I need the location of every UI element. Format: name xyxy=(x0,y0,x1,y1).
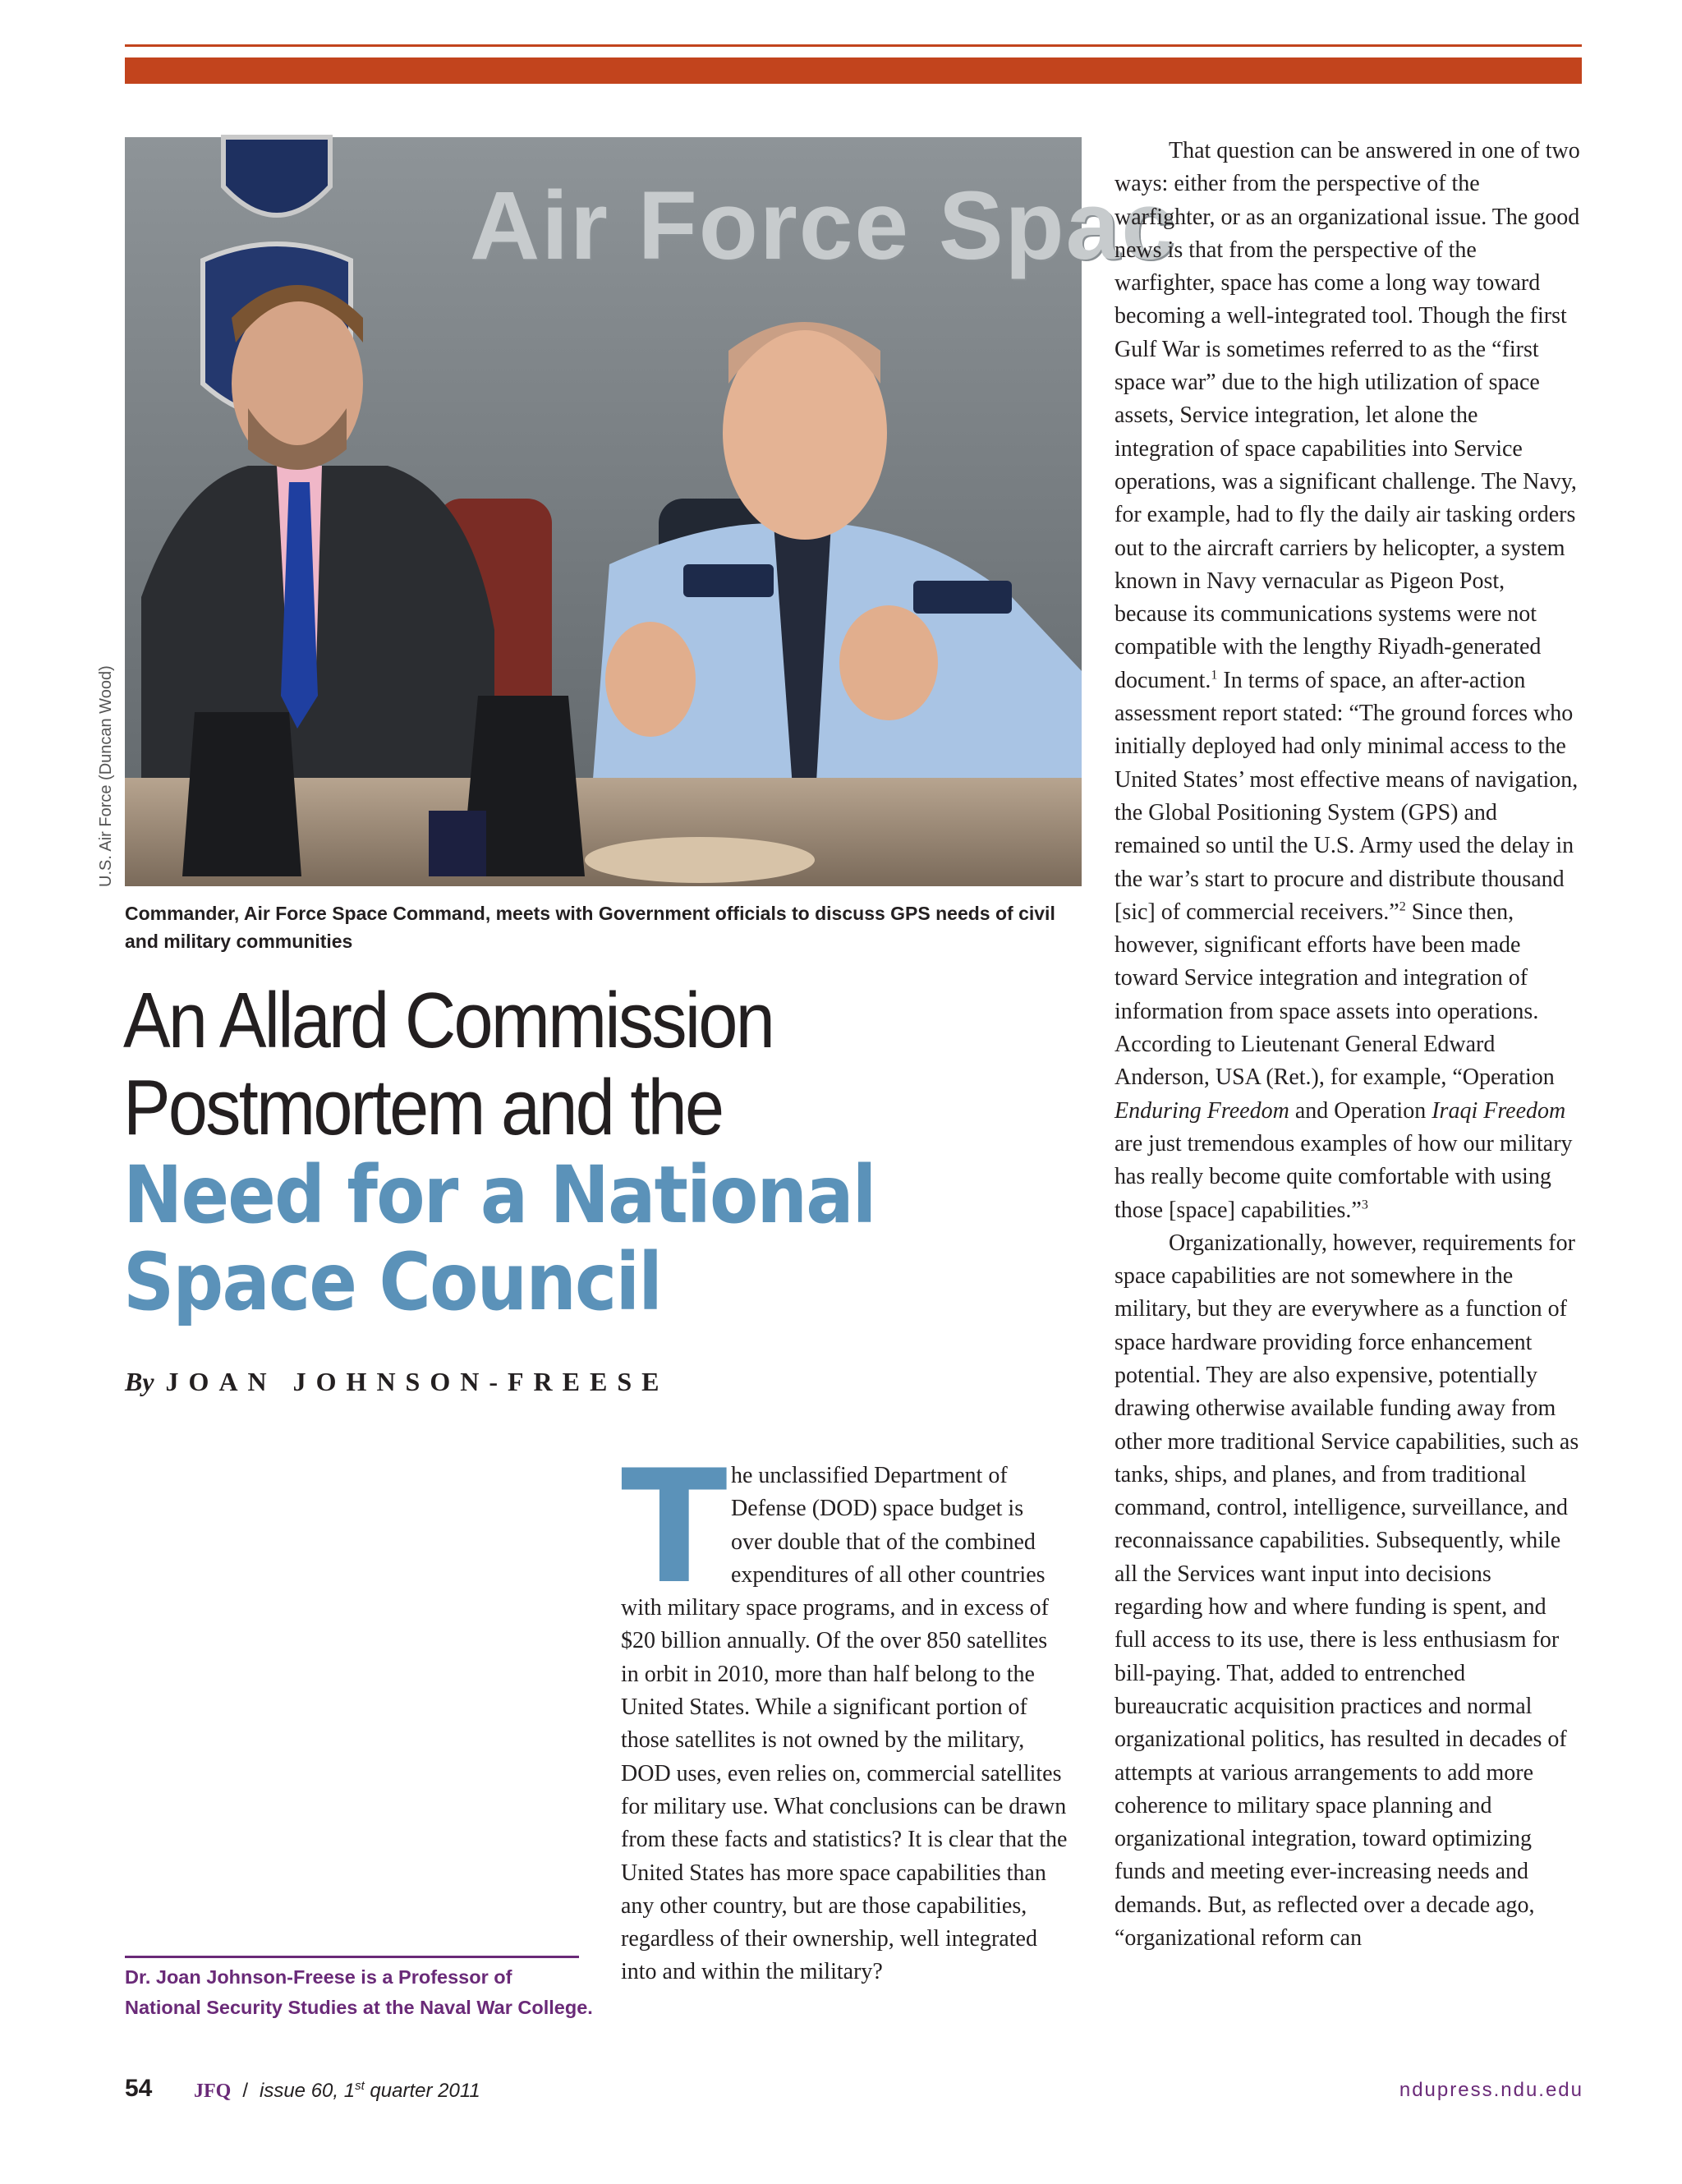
footnote-2: 2 xyxy=(1399,899,1406,914)
footer-separator: / xyxy=(242,2080,248,2102)
author-bio: Dr. Joan Johnson-Freese is a Professor of National Security Studies at the Naval War College. xyxy=(125,1966,593,2018)
shield-emblem-icon xyxy=(223,137,330,215)
photo-caption: Commander, Air Force Space Command, meets with Government officials to discuss GPS needs of civil and military communities xyxy=(125,903,1055,952)
paragraph-perspective: That question can be answered in one of two ways: either from the perspective of the warfighter, or as an organizational issue. The good news is that from the perspective of the warfighter, space has come a long way toward becoming a well-integrated tool. Though the first Gulf War is sometimes referred to as the “first space war” due to the high utilization of space assets, Service integration, let alone the integration of space capabilities into Service operations, was a significant challenge. The Navy, for example, had to fly the daily air tasking orders out to the aircraft carriers by helicopter, a system known in Navy vernacular as Pigeon Post, because its communications systems were not compatible with the lengthy Riyadh-generated document.$^1$ In terms of space, an after-action assessment report stated: “The ground forces who initially deployed had only minimal access to the United States’ most effective means of navigation, the Global Positioning System (GPS) and remained so until the U.S. Army used the delay in the war’s start to procure and distribute thousand [sic] of commercial receivers.”$^2$ Since then, however, significant efforts have been made toward Service integration and integration of information from space assets into operations. According to Lieutenant General Edward Anderson, USA (Ret.), for example, “Operation Enduring Freedom and Operation Iraqi Freedom are just tremendous examples of how our military has really become quite comfortable with using those [space] capabilities.”$^3$ xyxy=(1114,138,1580,1223)
body-column-right xyxy=(1114,135,1583,1955)
body-column-middle xyxy=(621,1437,1068,1989)
footer-issue xyxy=(194,2079,480,2103)
author-bio-rule xyxy=(125,1956,579,1958)
footer-url[interactable]: ndupress.ndu.edu xyxy=(1399,2079,1583,2101)
top-rule-thin xyxy=(125,44,1582,47)
byline xyxy=(125,1367,669,1397)
byline-by: By xyxy=(125,1367,154,1396)
photo-credit: U.S. Air Force (Duncan Wood) xyxy=(97,665,115,887)
drop-cap: T xyxy=(621,1437,728,1618)
journal-name: JFQ xyxy=(194,2081,232,2102)
title-line-2: Postmortem and the xyxy=(123,1064,723,1152)
footnote-3: 3 xyxy=(1361,1198,1368,1212)
article-photo xyxy=(125,137,1177,886)
title-line-3: Need for a National xyxy=(123,1149,875,1241)
byline-author: JOAN JOHNSON-FREESE xyxy=(165,1367,669,1396)
issue-info: issue 60, 1st quarter 2011 xyxy=(260,2079,480,2102)
page-number: 54 xyxy=(125,2075,153,2102)
paragraph-organizational: Organizationally, however, requirements for space capabilities are not somewhere in the military, but they are everywhere as a function of space hardware providing force enhancement potential. They are also expensive, potentially drawing otherwise available funding away from other more traditional Service capabilities, such as tanks, ships, and planes, and from traditional command, control, intelligence, surveillance, and reconnaissance capabilities. Subsequently, while all the Services want input into decisions regarding how and where funding is spent, and full access to its use, there is less enthusiasm for bill-paying. That, added to entrenched bureaucratic acquisition practices and normal organizational politics, has resulted in decades of attempts at various arrangements to add more coherence to military space planning and organizational integration, toward optimizing funds and meeting ever-increasing needs and demands. But, as reflected over a decade ago, “organizational reform can xyxy=(1114,1230,1579,1952)
article-title xyxy=(123,977,1092,1326)
title-line-4: Space Council xyxy=(123,1236,662,1328)
photo-sign-text: Air Force Spac xyxy=(470,172,1177,280)
intro-paragraph: he unclassified Department of Defense (DOD) space budget is over double that of the combined expenditures of all other countries with military space programs, and in excess of $20 billion annually. Of the over 850 satellites in orbit in 2010, more than half belong to the United States. While a significant portion of those satellites is not owned by the military, DOD uses, even relies on, commercial satellites for military use. What conclusions can be drawn from these facts and statistics? It is clear that the United States has more space capabilities than any other country, but are those capabilities, regardless of their ownership, well integrated into and within the military? xyxy=(621,1463,1068,1985)
title-line-1: An Allard Commission xyxy=(123,977,774,1064)
top-rule-thick xyxy=(125,57,1582,84)
footnote-1: 1 xyxy=(1211,668,1218,683)
